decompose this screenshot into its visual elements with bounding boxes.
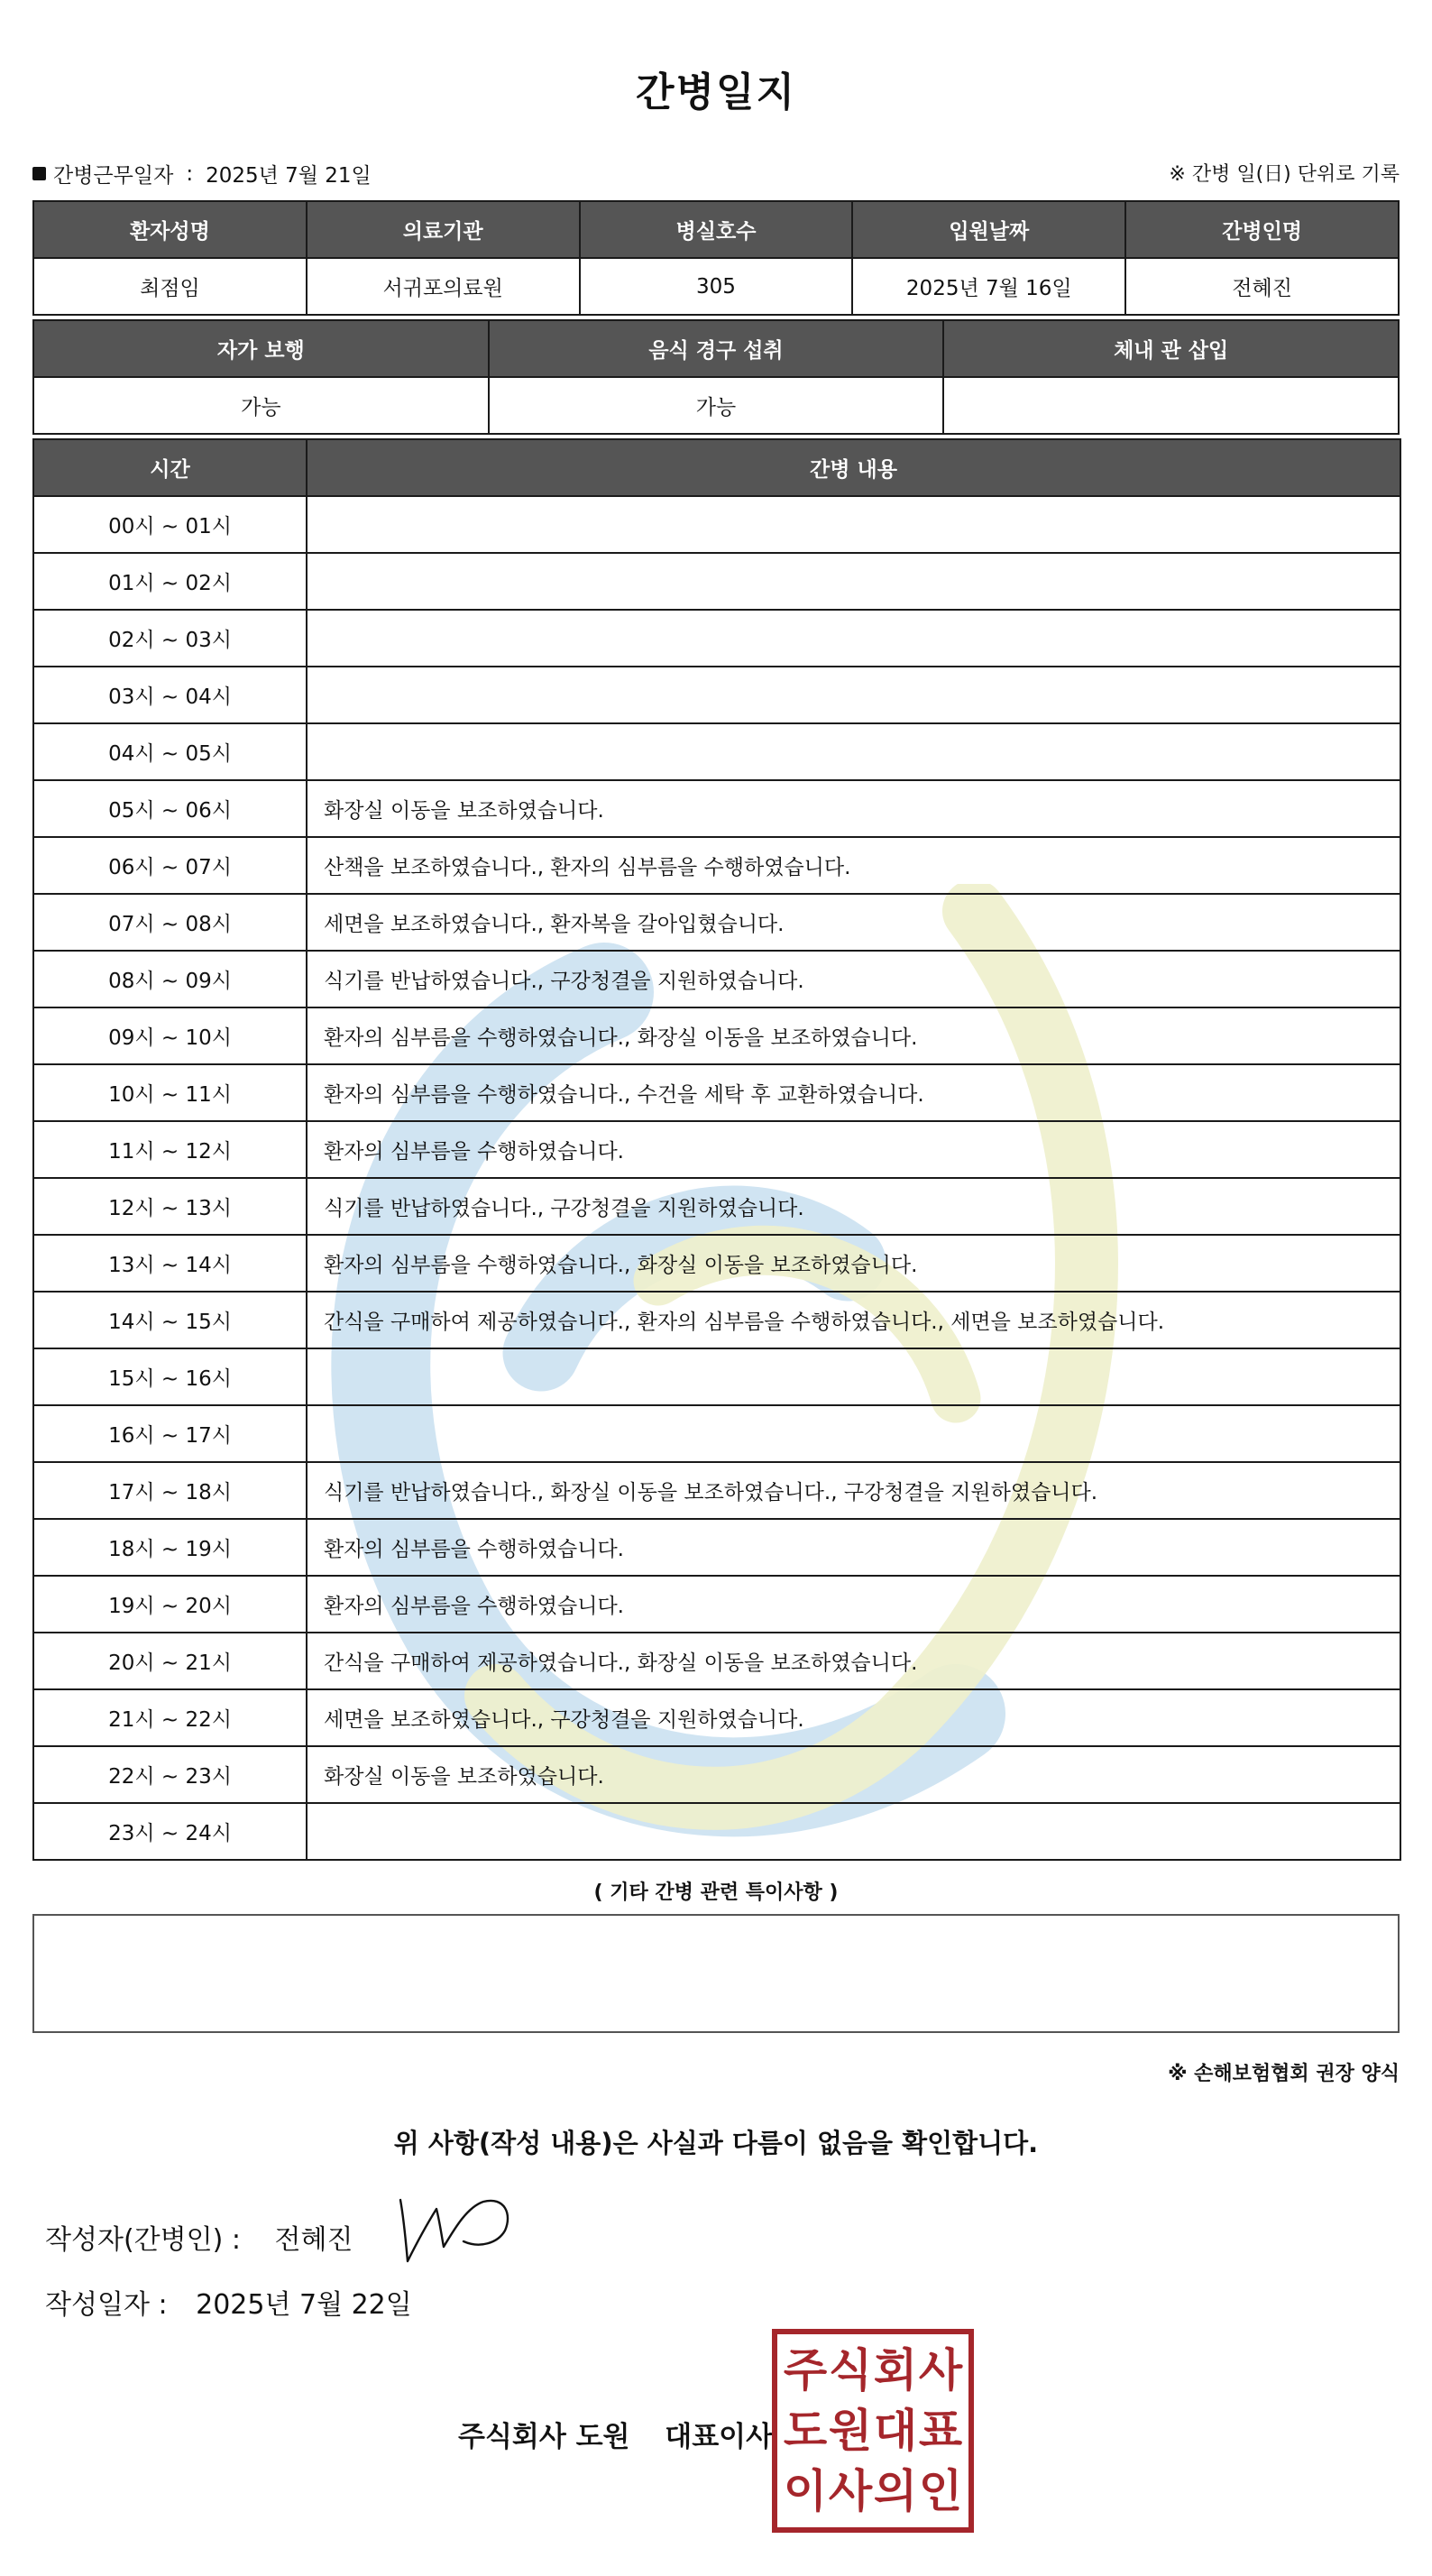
log-header-row <box>33 439 1400 496</box>
writer-line <box>45 2217 353 2257</box>
log-time-cell: 21시 ~ 22시 <box>33 1689 307 1746</box>
log-content-cell <box>307 496 1400 553</box>
work-date <box>32 159 372 189</box>
log-content-cell: 간식을 구매하여 제공하였습니다., 환자의 심부름을 수행하였습니다., 세면을 보조하였습니다. <box>307 1292 1400 1348</box>
log-content-cell: 세면을 보조하였습니다., 구강청결을 지원하였습니다. <box>307 1689 1400 1746</box>
patient-status-header-row <box>33 320 1399 377</box>
patient-info-value-row <box>33 258 1399 315</box>
log-row <box>33 1007 1400 1064</box>
written-date-label: 작성일자 : <box>45 2289 168 2321</box>
hospital-value: 서귀포의료원 <box>307 258 580 315</box>
self-walking-header: 자가 보행 <box>33 320 489 377</box>
log-time-cell: 09시 ~ 10시 <box>33 1007 307 1064</box>
log-content-cell <box>307 723 1400 780</box>
black-square-icon <box>32 167 46 180</box>
log-time-cell: 08시 ~ 09시 <box>33 951 307 1007</box>
log-row <box>33 1348 1400 1405</box>
log-row <box>33 1462 1400 1519</box>
log-row <box>33 1803 1400 1860</box>
record-note: ※ 간병 일(日) 단위로 기록 <box>1169 163 1400 186</box>
log-time-cell: 16시 ~ 17시 <box>33 1405 307 1462</box>
time-header: 시간 <box>33 439 307 496</box>
oral-intake-value: 가능 <box>489 377 944 434</box>
log-row <box>33 1064 1400 1121</box>
handwritten-signature-icon <box>390 2187 516 2268</box>
patient-name-value: 최점임 <box>33 258 307 315</box>
seal-character: 이 <box>783 2465 828 2518</box>
seal-character: 사 <box>828 2465 873 2518</box>
caregiver-name-header: 간병인명 <box>1125 201 1399 258</box>
work-date-value: 2025년 7월 21일 <box>206 164 372 188</box>
log-time-cell: 22시 ~ 23시 <box>33 1746 307 1803</box>
log-row <box>33 1292 1400 1348</box>
log-time-cell: 18시 ~ 19시 <box>33 1519 307 1576</box>
special-notes-title: ( 기타 간병 관련 특이사항 ) <box>593 1881 839 1904</box>
log-content-cell: 식기를 반납하였습니다., 구강청결을 지원하였습니다. <box>307 1178 1400 1235</box>
seal-character: 대 <box>873 2404 918 2457</box>
log-time-cell: 05시 ~ 06시 <box>33 780 307 837</box>
patient-status-value-row <box>33 377 1399 434</box>
log-time-cell: 13시 ~ 14시 <box>33 1235 307 1292</box>
page-title: 간병일지 <box>635 69 796 115</box>
log-content-cell: 식기를 반납하였습니다., 구강청결을 지원하였습니다. <box>307 951 1400 1007</box>
log-content-cell: 산책을 보조하였습니다., 환자의 심부름을 수행하였습니다. <box>307 837 1400 894</box>
log-row <box>33 1689 1400 1746</box>
work-date-separator: : <box>186 161 194 186</box>
log-row <box>33 723 1400 780</box>
seal-character: 의 <box>873 2465 918 2518</box>
log-row <box>33 780 1400 837</box>
log-time-cell: 02시 ~ 03시 <box>33 610 307 667</box>
seal-character: 인 <box>918 2465 963 2518</box>
log-time-cell: 15시 ~ 16시 <box>33 1348 307 1405</box>
writer-name: 전혜진 <box>274 2224 353 2256</box>
self-walking-value: 가능 <box>33 377 489 434</box>
log-content-cell: 환자의 심부름을 수행하였습니다. <box>307 1519 1400 1576</box>
company-representative-title: 대표이사 <box>665 2421 774 2453</box>
log-content-cell: 화장실 이동을 보조하였습니다. <box>307 780 1400 837</box>
company-name: 주식회사 도원 <box>458 2421 630 2453</box>
log-row <box>33 1519 1400 1576</box>
seal-character: 회 <box>873 2343 918 2397</box>
log-row <box>33 1633 1400 1689</box>
written-date-value: 2025년 7월 22일 <box>196 2289 412 2321</box>
log-content-cell <box>307 1405 1400 1462</box>
seal-character: 원 <box>828 2404 873 2457</box>
log-content-cell: 식기를 반납하였습니다., 화장실 이동을 보조하였습니다., 구강청결을 지원하였습니다. <box>307 1462 1400 1519</box>
log-time-cell: 19시 ~ 20시 <box>33 1576 307 1633</box>
log-content-cell <box>307 1803 1400 1860</box>
hourly-care-log-table <box>32 438 1401 1861</box>
log-row <box>33 1121 1400 1178</box>
oral-intake-header: 음식 경구 섭취 <box>489 320 944 377</box>
care-content-header: 간병 내용 <box>307 439 1400 496</box>
log-time-cell: 20시 ~ 21시 <box>33 1633 307 1689</box>
tube-insertion-header: 체내 관 삽입 <box>943 320 1399 377</box>
confirmation-statement: 위 사항(작성 내용)은 사실과 다름이 없음을 확인합니다. <box>393 2128 1039 2158</box>
patient-name-header: 환자성명 <box>33 201 307 258</box>
log-time-cell: 11시 ~ 12시 <box>33 1121 307 1178</box>
log-row <box>33 894 1400 951</box>
log-time-cell: 01시 ~ 02시 <box>33 553 307 610</box>
log-content-cell: 간식을 구매하여 제공하였습니다., 화장실 이동을 보조하였습니다. <box>307 1633 1400 1689</box>
log-content-cell <box>307 1348 1400 1405</box>
log-content-cell: 환자의 심부름을 수행하였습니다., 화장실 이동을 보조하였습니다. <box>307 1007 1400 1064</box>
written-date-line <box>45 2282 412 2322</box>
log-row <box>33 496 1400 553</box>
seal-character: 도 <box>783 2404 828 2457</box>
log-time-cell: 04시 ~ 05시 <box>33 723 307 780</box>
writer-label: 작성자(간병인) : <box>45 2224 241 2256</box>
log-row <box>33 837 1400 894</box>
log-content-cell: 환자의 심부름을 수행하였습니다. <box>307 1576 1400 1633</box>
log-row <box>33 1746 1400 1803</box>
caregiver-name-value: 전혜진 <box>1125 258 1399 315</box>
admission-date-value: 2025년 7월 16일 <box>852 258 1125 315</box>
log-content-cell <box>307 667 1400 723</box>
patient-info-table <box>32 200 1400 316</box>
seal-character: 식 <box>828 2343 873 2397</box>
log-time-cell: 07시 ~ 08시 <box>33 894 307 951</box>
admission-date-header: 입원날짜 <box>852 201 1125 258</box>
patient-info-header-row <box>33 201 1399 258</box>
room-number-value: 305 <box>580 258 853 315</box>
seal-character: 사 <box>918 2343 963 2397</box>
log-content-cell: 환자의 심부름을 수행하였습니다., 화장실 이동을 보조하였습니다. <box>307 1235 1400 1292</box>
log-content-cell: 세면을 보조하였습니다., 환자복을 갈아입혔습니다. <box>307 894 1400 951</box>
patient-status-table <box>32 319 1400 435</box>
log-time-cell: 17시 ~ 18시 <box>33 1462 307 1519</box>
log-row <box>33 1235 1400 1292</box>
log-content-cell: 환자의 심부름을 수행하였습니다. <box>307 1121 1400 1178</box>
hospital-header: 의료기관 <box>307 201 580 258</box>
log-content-cell <box>307 610 1400 667</box>
seal-character: 주 <box>783 2343 828 2397</box>
log-content-cell: 환자의 심부름을 수행하였습니다., 수건을 세탁 후 교환하였습니다. <box>307 1064 1400 1121</box>
log-time-cell: 14시 ~ 15시 <box>33 1292 307 1348</box>
tube-insertion-value <box>943 377 1399 434</box>
log-time-cell: 00시 ~ 01시 <box>33 496 307 553</box>
log-row <box>33 951 1400 1007</box>
log-time-cell: 23시 ~ 24시 <box>33 1803 307 1860</box>
log-content-cell: 화장실 이동을 보조하였습니다. <box>307 1746 1400 1803</box>
log-row <box>33 553 1400 610</box>
room-number-header: 병실호수 <box>580 201 853 258</box>
log-row <box>33 667 1400 723</box>
company-seal-stamp <box>772 2329 974 2533</box>
log-row <box>33 1178 1400 1235</box>
seal-character: 표 <box>918 2404 963 2457</box>
association-form-note: ※ 손해보험협회 권장 양식 <box>1168 2063 1400 2085</box>
log-time-cell: 03시 ~ 04시 <box>33 667 307 723</box>
company-signature-line <box>458 2414 773 2454</box>
log-time-cell: 10시 ~ 11시 <box>33 1064 307 1121</box>
work-date-label: 간병근무일자 <box>53 164 174 188</box>
log-time-cell: 12시 ~ 13시 <box>33 1178 307 1235</box>
log-row <box>33 1405 1400 1462</box>
log-row <box>33 1576 1400 1633</box>
special-notes-box <box>32 1914 1400 2033</box>
log-content-cell <box>307 553 1400 610</box>
log-row <box>33 610 1400 667</box>
log-time-cell: 06시 ~ 07시 <box>33 837 307 894</box>
